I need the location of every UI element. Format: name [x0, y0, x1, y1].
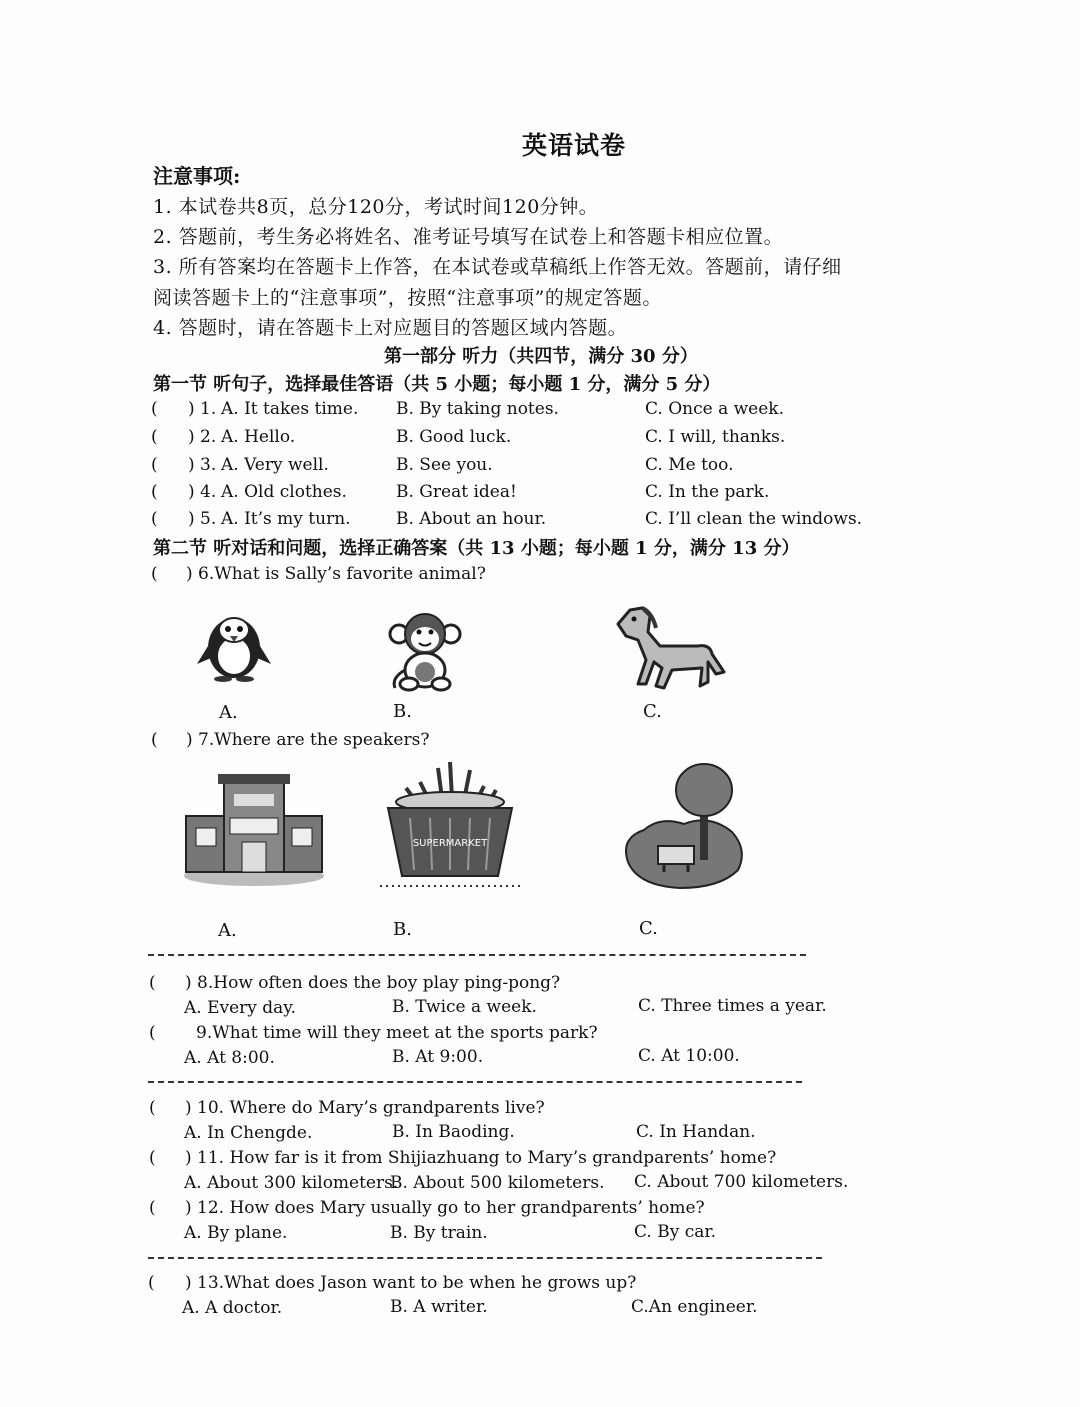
option-b: B. By taking notes.: [396, 399, 559, 419]
option-a: A. Every day.: [184, 998, 297, 1018]
monkey-image: [385, 612, 465, 692]
option-a: A. By plane.: [184, 1223, 288, 1243]
answer-paren: (: [148, 1273, 155, 1293]
option-c: C. In Handan.: [636, 1122, 756, 1142]
answer-paren: (: [151, 564, 158, 584]
option-c: C. I’ll clean the windows.: [645, 509, 863, 529]
question-text: 9.What time will they meet at the sports park?: [196, 1023, 598, 1043]
option-c: C. By car.: [634, 1222, 717, 1242]
answer-paren: (: [149, 973, 156, 993]
question-number: ) 5.: [188, 509, 217, 529]
option-a: A. In Chengde.: [184, 1123, 313, 1143]
option-c: C. Three times a year.: [638, 996, 827, 1016]
park-tree-image: [620, 758, 746, 892]
answer-paren: (: [149, 1098, 156, 1118]
option-b: B. Twice a week.: [392, 997, 537, 1017]
option-c: C. At 10:00.: [638, 1046, 740, 1066]
question-number: ) 2.: [188, 427, 217, 447]
option-c: C. Once a week.: [645, 399, 784, 419]
option-a: A. At 8:00.: [184, 1048, 275, 1068]
choice-label: B.: [393, 701, 412, 722]
option-c: C. Me too.: [645, 455, 734, 475]
answer-paren: (: [151, 509, 158, 529]
choice-label: C.: [643, 701, 662, 722]
supermarket-sign: SUPERMARKET: [412, 838, 488, 849]
question-text: ) 6.What is Sally’s favorite animal?: [186, 564, 486, 584]
answer-paren: (: [151, 730, 158, 750]
question-text: ) 12. How does Mary usually go to her grandparents’ home?: [185, 1198, 705, 1218]
answer-paren: (: [149, 1198, 156, 1218]
notice-line: 2. 答题前，考生务必将姓名、准考证号填写在试卷上和答题卡相应位置。: [153, 226, 784, 248]
option-c: C. In the park.: [645, 482, 770, 502]
answer-paren: (: [151, 482, 158, 502]
question-text: ) 8.How often does the boy play ping-pong?: [185, 973, 561, 993]
option-b: B. See you.: [396, 455, 493, 475]
part1-title: 第一部分 听力（共四节，满分 30 分）: [384, 346, 698, 367]
answer-paren: (: [149, 1148, 156, 1168]
option-c: C. About 700 kilometers.: [634, 1172, 849, 1192]
question-number: ) 3.: [188, 455, 217, 475]
option-b: B. Good luck.: [396, 427, 512, 447]
option-a: A. Old clothes.: [221, 482, 347, 502]
answer-paren: (: [151, 427, 158, 447]
option-a: A. Very well.: [221, 455, 329, 475]
option-a: A. Hello.: [221, 427, 296, 447]
horse-image: [612, 602, 730, 694]
option-a: A. A doctor.: [182, 1298, 283, 1318]
option-b: B. By train.: [390, 1223, 488, 1243]
divider: [148, 954, 806, 956]
option-b: B. A writer.: [390, 1297, 488, 1317]
notice-line: 4. 答题时，请在答题卡上对应题目的答题区域内答题。: [153, 317, 628, 339]
question-text: ) 13.What does Jason want to be when he grows up?: [185, 1273, 637, 1293]
notice-line: 1. 本试卷共8页，总分120分，考试时间120分钟。: [153, 196, 599, 218]
section1-title: 第一节 听句子，选择最佳答语（共 5 小题；每小题 1 分，满分 5 分）: [153, 374, 721, 395]
page-title: 英语试卷: [522, 131, 627, 160]
notice-line: 阅读答题卡上的“注意事项”，按照“注意事项”的规定答题。: [153, 287, 662, 309]
answer-paren: (: [151, 399, 158, 419]
choice-label: B.: [393, 919, 412, 940]
answer-paren: (: [151, 455, 158, 475]
school-building-image: [180, 770, 328, 890]
choice-label: A.: [219, 702, 238, 723]
divider: [148, 1257, 822, 1259]
option-b: B. About an hour.: [396, 509, 547, 529]
choice-label: A.: [218, 920, 237, 941]
option-a: A. It’s my turn.: [221, 509, 351, 529]
question-text: ) 7.Where are the speakers?: [186, 730, 430, 750]
question-number: ) 1.: [188, 399, 217, 419]
option-b: B. About 500 kilometers.: [390, 1173, 605, 1193]
option-a: A. About 300 kilometers.: [184, 1173, 399, 1193]
section2-title: 第二节 听对话和问题，选择正确答案（共 13 小题；每小题 1 分，满分 13 分）: [153, 538, 800, 559]
option-b: B. In Baoding.: [392, 1122, 515, 1142]
penguin-image: [193, 606, 275, 684]
option-b: B. Great idea!: [396, 482, 517, 502]
choice-label: C.: [639, 918, 658, 939]
question-text: ) 11. How far is it from Shijiazhuang to Mary’s grandparents’ home?: [185, 1148, 777, 1168]
divider: [148, 1081, 802, 1083]
notice-heading: 注意事项:: [153, 164, 241, 188]
question-number: ) 4.: [188, 482, 217, 502]
shopping-basket-image: [380, 758, 520, 892]
option-b: B. At 9:00.: [392, 1047, 484, 1067]
answer-paren: (: [149, 1023, 156, 1043]
option-c: C.An engineer.: [631, 1297, 758, 1317]
option-a: A. It takes time.: [221, 399, 359, 419]
option-c: C. I will, thanks.: [645, 427, 786, 447]
question-text: ) 10. Where do Mary’s grandparents live?: [185, 1098, 545, 1118]
notice-line: 3. 所有答案均在答题卡上作答，在本试卷或草稿纸上作答无效。答题前，请仔细: [153, 256, 842, 278]
